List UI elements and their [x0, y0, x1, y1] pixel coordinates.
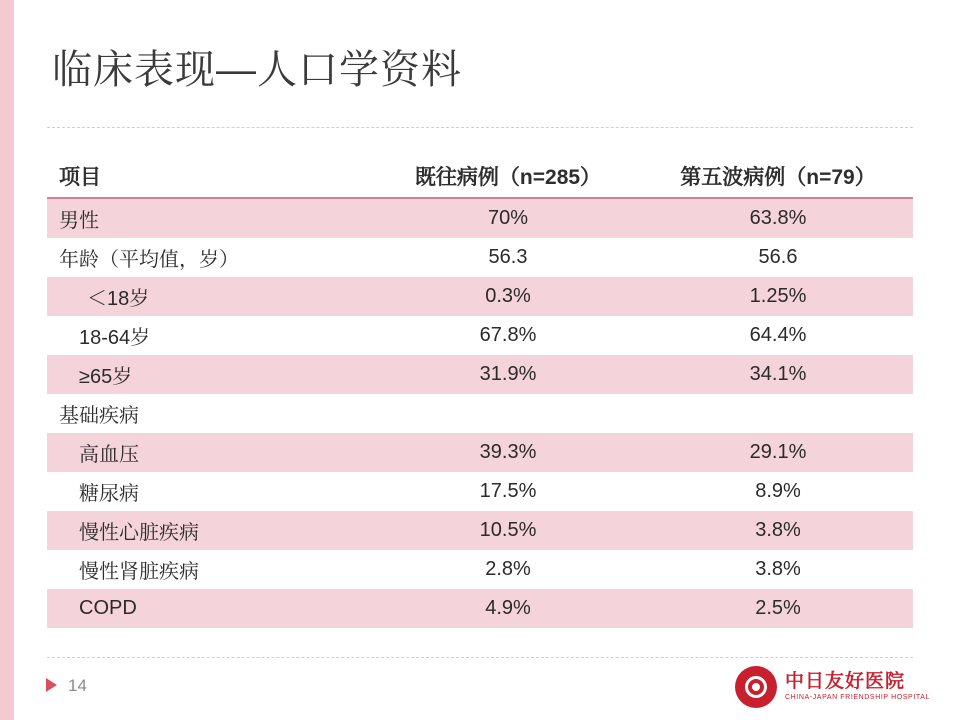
row-value-previous: 17.5% [373, 472, 643, 511]
page-marker-triangle-icon [46, 678, 57, 692]
table-row [47, 355, 913, 394]
row-value-previous: 70% [373, 198, 643, 238]
slide-left-accent-bar [0, 0, 14, 720]
hospital-name-en: CHINA-JAPAN FRIENDSHIP HOSPITAL [784, 694, 930, 701]
row-label: 男性 [47, 198, 373, 238]
table-row [47, 238, 913, 277]
page-number: 14 [68, 676, 87, 695]
table-row [47, 277, 913, 316]
demographics-table-wrapper [47, 155, 913, 628]
row-label: COPD [47, 589, 373, 628]
row-value-fifth-wave: 2.5% [643, 589, 913, 628]
table-row [47, 198, 913, 238]
row-value-previous: 0.3% [373, 277, 643, 316]
row-value-fifth-wave: 34.1% [643, 355, 913, 394]
table-row [47, 511, 913, 550]
row-value-fifth-wave: 1.25% [643, 277, 913, 316]
row-value-fifth-wave: 56.6 [643, 238, 913, 277]
row-value-fifth-wave: 64.4% [643, 316, 913, 355]
row-value-previous: 39.3% [373, 433, 643, 472]
row-value-previous: 2.8% [373, 550, 643, 589]
row-label: 慢性肾脏疾病 [47, 550, 373, 589]
row-label: ＜18岁 [47, 277, 373, 316]
row-label: 慢性心脏疾病 [47, 511, 373, 550]
page-title: 临床表现—人口学资料 [52, 48, 462, 92]
row-label: 基础疾病 [47, 394, 373, 433]
column-header-previous-cases: 既往病例（n=285） [373, 155, 643, 198]
row-value-previous: 31.9% [373, 355, 643, 394]
hospital-name-cn: 中日友好医院 [784, 671, 905, 692]
table-row [47, 550, 913, 589]
row-value-previous: 4.9% [373, 589, 643, 628]
row-value-previous: 10.5% [373, 511, 643, 550]
title-divider [47, 127, 913, 128]
row-value-fifth-wave: 63.8% [643, 198, 913, 238]
row-value-previous [373, 394, 643, 433]
footer-divider [47, 657, 913, 658]
row-label: 年龄（平均值，岁） [47, 238, 373, 277]
row-value-fifth-wave: 8.9% [643, 472, 913, 511]
table-header-row [47, 155, 913, 198]
demographics-table [47, 155, 913, 628]
table-row [47, 316, 913, 355]
column-header-item: 项目 [47, 155, 373, 198]
row-label: 糖尿病 [47, 472, 373, 511]
hospital-logo-icon [735, 666, 777, 708]
row-value-fifth-wave: 3.8% [643, 511, 913, 550]
hospital-logo-text [785, 671, 930, 703]
table-row [47, 472, 913, 511]
row-value-fifth-wave [643, 394, 913, 433]
table-row [47, 589, 913, 628]
row-value-previous: 67.8% [373, 316, 643, 355]
row-label: 18-64岁 [47, 316, 373, 355]
table-row [47, 394, 913, 433]
row-value-fifth-wave: 3.8% [643, 550, 913, 589]
hospital-logo [735, 666, 930, 708]
column-header-fifth-wave-cases: 第五波病例（n=79） [643, 155, 913, 198]
row-label: 高血压 [47, 433, 373, 472]
table-body [47, 198, 913, 628]
table-row [47, 433, 913, 472]
row-value-previous: 56.3 [373, 238, 643, 277]
row-label: ≥65岁 [47, 355, 373, 394]
row-value-fifth-wave: 29.1% [643, 433, 913, 472]
